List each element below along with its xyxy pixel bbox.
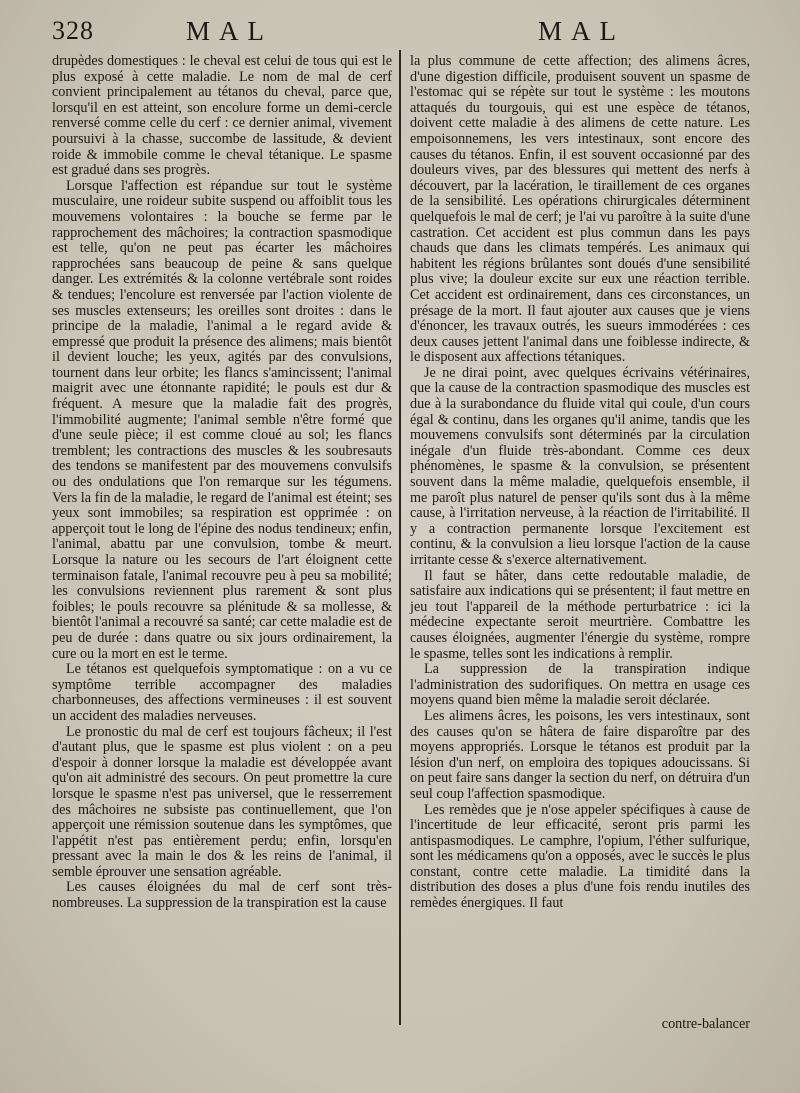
paragraph: Je ne dirai point, avec quelques écrivains vétérinaires, que la cause de la contraction spasmodique des muscles est due à la surabondance du fluide vital qui coule, d'un cours égal & continu, dans les organes qu'il anime, tandis que les mouvemens convulsifs sont déterminés par la circulation inégale d'un fluide très-abondant. Comme ces deux phénomènes, le spasme & la convulsion, se présentent souvent dans la même maladie, quelquefois ensemble, il me paroît plus naturel de penser qu'ils sont dus à la même cause, à l'irritation nerveuse, à la réaction de l'irritabilité. Il y a contraction permanente lorsque l'excitement est continu, & la convulsion a lieu lorsque l'action de la cause irritante cesse & s'exerce alternativement. [410, 364, 750, 568]
paragraph: La suppression de la transpiration indique l'administration des sudorifiques. On mettra en usage ces moyens quand bien même la maladie seroit déclarée. [410, 661, 750, 709]
paragraph: Les alimens âcres, les poisons, les vers intestinaux, sont des causes qu'on se hâtera de faire disparoître par des moyens appropriés. Lorsque le tétanos est produit par la lésion d'un nerf, on emploira des topiques adoucissans. Si on peut faire sans danger la section du nerf, on détruira d'un seul coup l'affection spasmodique. [410, 707, 750, 802]
running-head-right: MAL [538, 16, 625, 46]
page-number: 328 [52, 16, 94, 45]
left-column [52, 54, 392, 912]
right-column [410, 54, 750, 912]
paragraph: Le pronostic du mal de cerf est toujours fâcheux; il l'est d'autant plus, que le spasme est plus violent : on a peu d'espoir à donner lorsque la maladie est développée avant qu'on ait administré des secours. On peut promettre la cure lorsque le spasme n'est pas universel, que le resserrement des mâchoires ne subsiste pas continuellement, que l'on apperçoit une rémission soutenue dans les symptômes, que l'appétit n'est pas entièrement perdu; enfin, lorsqu'en pressant avec la main le dos & les reins de l'animal, il semble éprouver une sensation agréable. [52, 723, 392, 880]
paragraph: drupèdes domestiques : le cheval est celui de tous qui est le plus exposé à cette maladie. Le nom de mal de cerf convient principalement au tétanos du cheval, parce que, lorsqu'il en est atteint, son encolure forme un demi-cercle renversé comme celle du cerf : ce dernier animal, vivement poursuivi à la chasse, succombe de lassitude, & devient roide & immobile comme le cheval tétanique. Le spasme est gradué dans ses progrès. [52, 53, 392, 179]
paragraph: Lorsque l'affection est répandue sur tout le système musculaire, une roideur subite suspend ou affoiblit tous les mouvemens volontaires : la bouche se ferme par le rapprochement des mâchoires; la contraction spasmodique est telle, qu'on ne peut pas écarter les mâchoires rapprochées sans beaucoup de peine & sans quelque danger. Les extrémités & la colonne vertébrale sont roides & tendues; l'encolure est renversée par l'action violente de ses muscles extenseurs; les oreilles sont droites : dans le principe de la maladie, l'animal a le regard avide & empressé que produit la présence des alimens; mais bientôt il devient louche; les yeux, agités par des convulsions, tournent dans leur orbite; les flancs s'amincissent; l'animal maigrit avec une étonnante rapidité; le pouls est dur & fréquent. A mesure que la maladie fait des progrès, l'immobilité augmente; l'animal semble n'être formé que d'une seule pièce; il est comme cloué au sol; les flancs tremblent; les contractions des muscles & les soubresauts des tendons se manifestent par des mouvemens convulsifs ou des ondulations que l'on remarque sur les tégumens. Vers la fin de la maladie, le regard de l'animal est éteint; ses yeux sont immobiles; sa respiration est opprimée : on apperçoit tout le long de l'épine des nodus tendineux; enfin, l'animal, abattu par une convulsion, tombe & meurt. Lorsque la nature ou les secours de l'art éloignent cette terminaison fatale, l'animal recouvre peu à peu sa mobilité; les convulsions reviennent plus rarement & sont plus foibles; le pouls recouvre sa plénitude & sa mollesse, & bientôt l'animal a recouvré sa santé; car cette maladie est de peu de durée : dans quatre ou six jours ordinairement, la cure ou la mort en est le terme. [52, 177, 392, 662]
catchword: contre-balancer [661, 1016, 750, 1032]
running-head-left: MAL [186, 16, 273, 46]
paragraph: la plus commune de cette affection; des alimens âcres, d'une digestion difficile, produisent souvent un spasme de l'estomac qui se répète sur tout le système : les moutons attaqués du tourgouis, qui est une espèce de tétanos, doivent cette maladie à des alimens de cette nature. Les empoisonnemens, les vers intestinaux, sont encore des causes du tétanos. Enfin, il est souvent occasionné par des douleurs vives, par des blessures qui mettent des nerfs à découvert, par la lacération, le tiraillement de ces organes de la sensibilité. Les opérations chirurgicales déterminent quelquefois le mal de cerf; je l'ai vu paroître à la suite d'une castration. Cet accident est plus commun dans les pays chauds que dans les climats tempérés. Les animaux qui habitent les régions brûlantes sont doués d'une sensibilité plus vive; la douleur excite sur eux une réaction terrible. Cet accident est ordinairement, dans ces circonstances, un présage de la mort. Il faut ajouter aux causes que je viens d'énoncer, les travaux outrés, les sueurs immodérées : ces deux causes jettent l'animal dans une foiblesse indirecte, & le disposent aux affections tétaniques. [410, 53, 750, 366]
page-header [0, 14, 800, 48]
column-divider [399, 50, 401, 1025]
paragraph: Il faut se hâter, dans cette redoutable maladie, de satisfaire aux indications qui se présentent; il faut mettre en jeu tout l'appareil de la méthode perturbatrice : ici la médecine expectante seroit meurtrière. Combattre les causes éloignées, augmenter l'énergie du système, rompre le spasme, telles sont les indications à remplir. [410, 567, 750, 662]
paragraph: Le tétanos est quelquefois symptomatique : on a vu ce symptôme terrible accompagner des maladies charbonneuses, des affections vermineuses : il est souvent un accident des maladies nerveuses. [52, 661, 392, 724]
paragraph: Les remèdes que je n'ose appeler spécifiques à cause de l'incertitude de leur efficacité, seront pris parmi les antispasmodiques. Le camphre, l'opium, l'éther sulfurique, sont les médicamens qu'on a opposés, avec le succès le plus constant, contre cette maladie. La timidité dans la distribution des doses a plus d'une fois rendu inutiles des remèdes énergiques. Il faut [410, 801, 750, 912]
paragraph: Les causes éloignées du mal de cerf sont très-nombreuses. La suppression de la transpiration est la cause [52, 879, 392, 912]
